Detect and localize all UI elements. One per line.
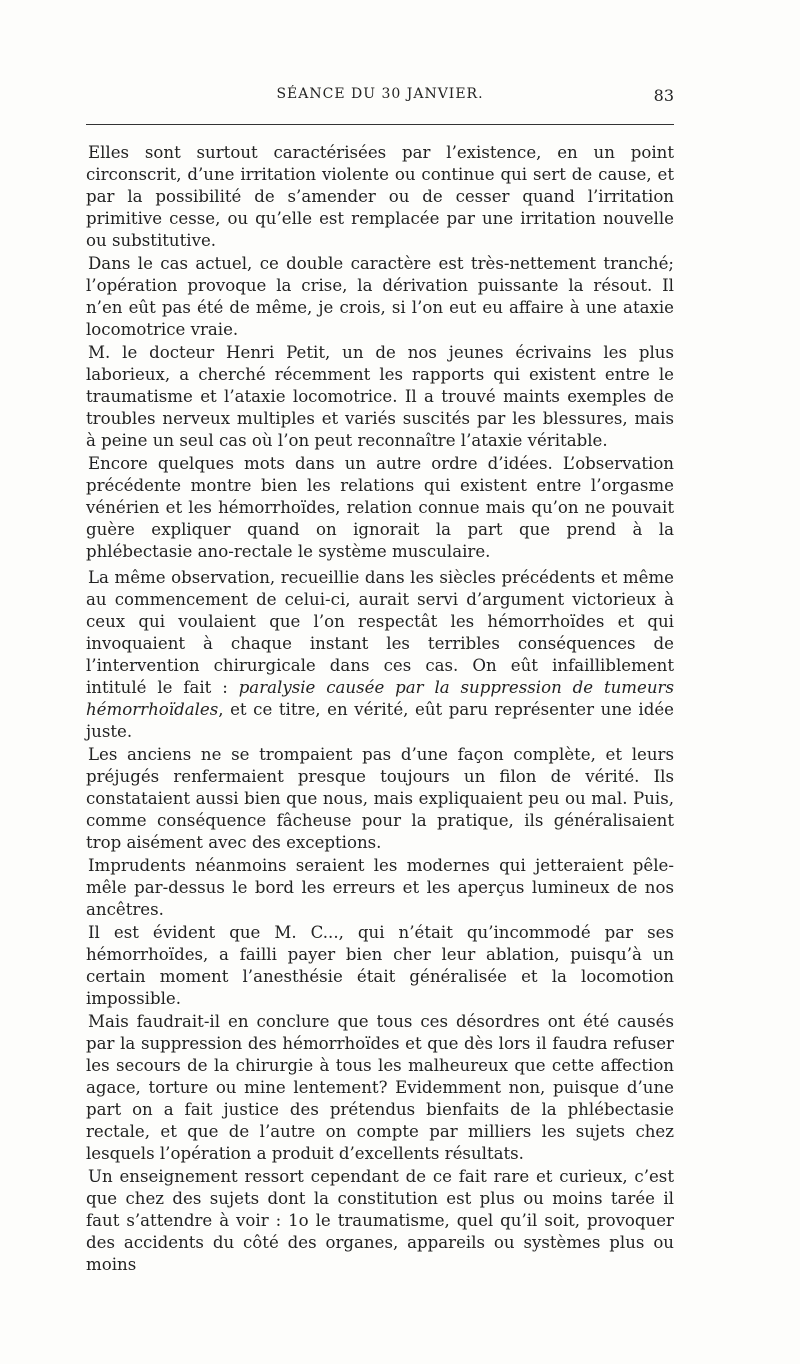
paragraph-5-text: La même observation, recueillie dans les siècles précédents et même au commencement de celui-ci, aurait servi d’argument victorieux à ceux qui voulaient que l’on respectât les hémorrhoïdes et qui invoquaient à chaque instant les terribles conséquences de l’intervention chirurgicale dans ces cas. On eût infailliblement intitulé le fait : [86, 568, 674, 697]
paragraph-5-text-end: , et ce titre, en vérité, eût paru représenter une idée juste. [86, 700, 674, 741]
paragraph-4: Encore quelques mots dans un autre ordre d’idées. L’observation précédente montre bien les relations qui existent entre l’orgasme vénérien et les hémorrhoïdes, relation connue mais qu’on ne pouvait guère expliquer quand on ignorait la part que prend à la phlébectasie ano-rectale le système musculaire. [86, 454, 674, 561]
paragraph-3: M. le docteur Henri Petit, un de nos jeunes écrivains les plus laborieux, a cherché récemment les rapports qui existent entre le traumatisme et l’ataxie locomotrice. Il a trouvé maints exemples de troubles nerveux multiples et variés suscités par les blessures, mais à peine un seul cas où l’on peut reconnaître l’ataxie véritable. [86, 343, 674, 450]
body-text [86, 142, 674, 1277]
paragraph-7: Imprudents néanmoins seraient les modernes qui jetteraient pêle-mêle par-dessus le bord les erreurs et les aperçus lumineux de nos ancêtres. [86, 856, 674, 919]
paragraph-2: Dans le cas actuel, ce double caractère est très-nettement tranché; l’opération provoque la crise, la dérivation puissante la résout. Il n’en eût pas été de même, je crois, si l’on eut eu affaire à une ataxie locomotrice vraie. [86, 254, 674, 339]
paragraph-5 [86, 567, 674, 743]
paragraph-5-italic: paralysie causée par la suppression de tumeurs hémorrhoïdales [86, 678, 674, 719]
paragraph-8: Il est évident que M. C..., qui n’était qu’incommodé par ses hémorrhoïdes, a failli payer bien cher leur ablation, puisqu’à un certain moment l’anesthésie était généralisée et la locomotion impossible. [86, 923, 674, 1008]
header-title: SÉANCE DU 30 JANVIER. [276, 86, 484, 102]
paragraph-9: Mais faudrait-il en conclure que tous ces désordres ont été causés par la suppression des hémorrhoïdes et que dès lors il faudra refuser les secours de la chirurgie à tous les malheureux que cette affection agace, torture ou mine lentement? Evidemment non, puisque d’une part on a fait justice des prétendus bienfaits de la phlébectasie rectale, et que de l’autre on compte par milliers les sujets chez lesquels l’opération a produit d’excellents résultats. [86, 1012, 674, 1163]
header-rule [86, 124, 674, 125]
paragraph-1: Elles sont surtout caractérisées par l’existence, en un point circonscrit, d’une irritation violente ou continue qui sert de cause, et par la possibilité de s’amender ou de cesser quand l’irritation primitive cesse, ou qu’elle est remplacée par une irritation nouvelle ou substitutive. [86, 143, 674, 250]
running-header [86, 86, 674, 110]
paragraph-10: Un enseignement ressort cependant de ce fait rare et curieux, c’est que chez des sujets dont la constitution est plus ou moins tarée il faut s’attendre à voir : 1o le traumatisme, quel qu’il soit, provoquer des accidents du côté des organes, appareils ou systèmes plus ou moins [86, 1167, 674, 1274]
paragraph-6: Les anciens ne se trompaient pas d’une façon complète, et leurs préjugés renfermaient presque toujours un filon de vérité. Ils constataient aussi bien que nous, mais expliquaient peu ou mal. Puis, comme conséquence fâcheuse pour la pratique, ils généralisaient trop aisément avec des exceptions. [86, 745, 674, 852]
page-number: 83 [653, 86, 674, 105]
